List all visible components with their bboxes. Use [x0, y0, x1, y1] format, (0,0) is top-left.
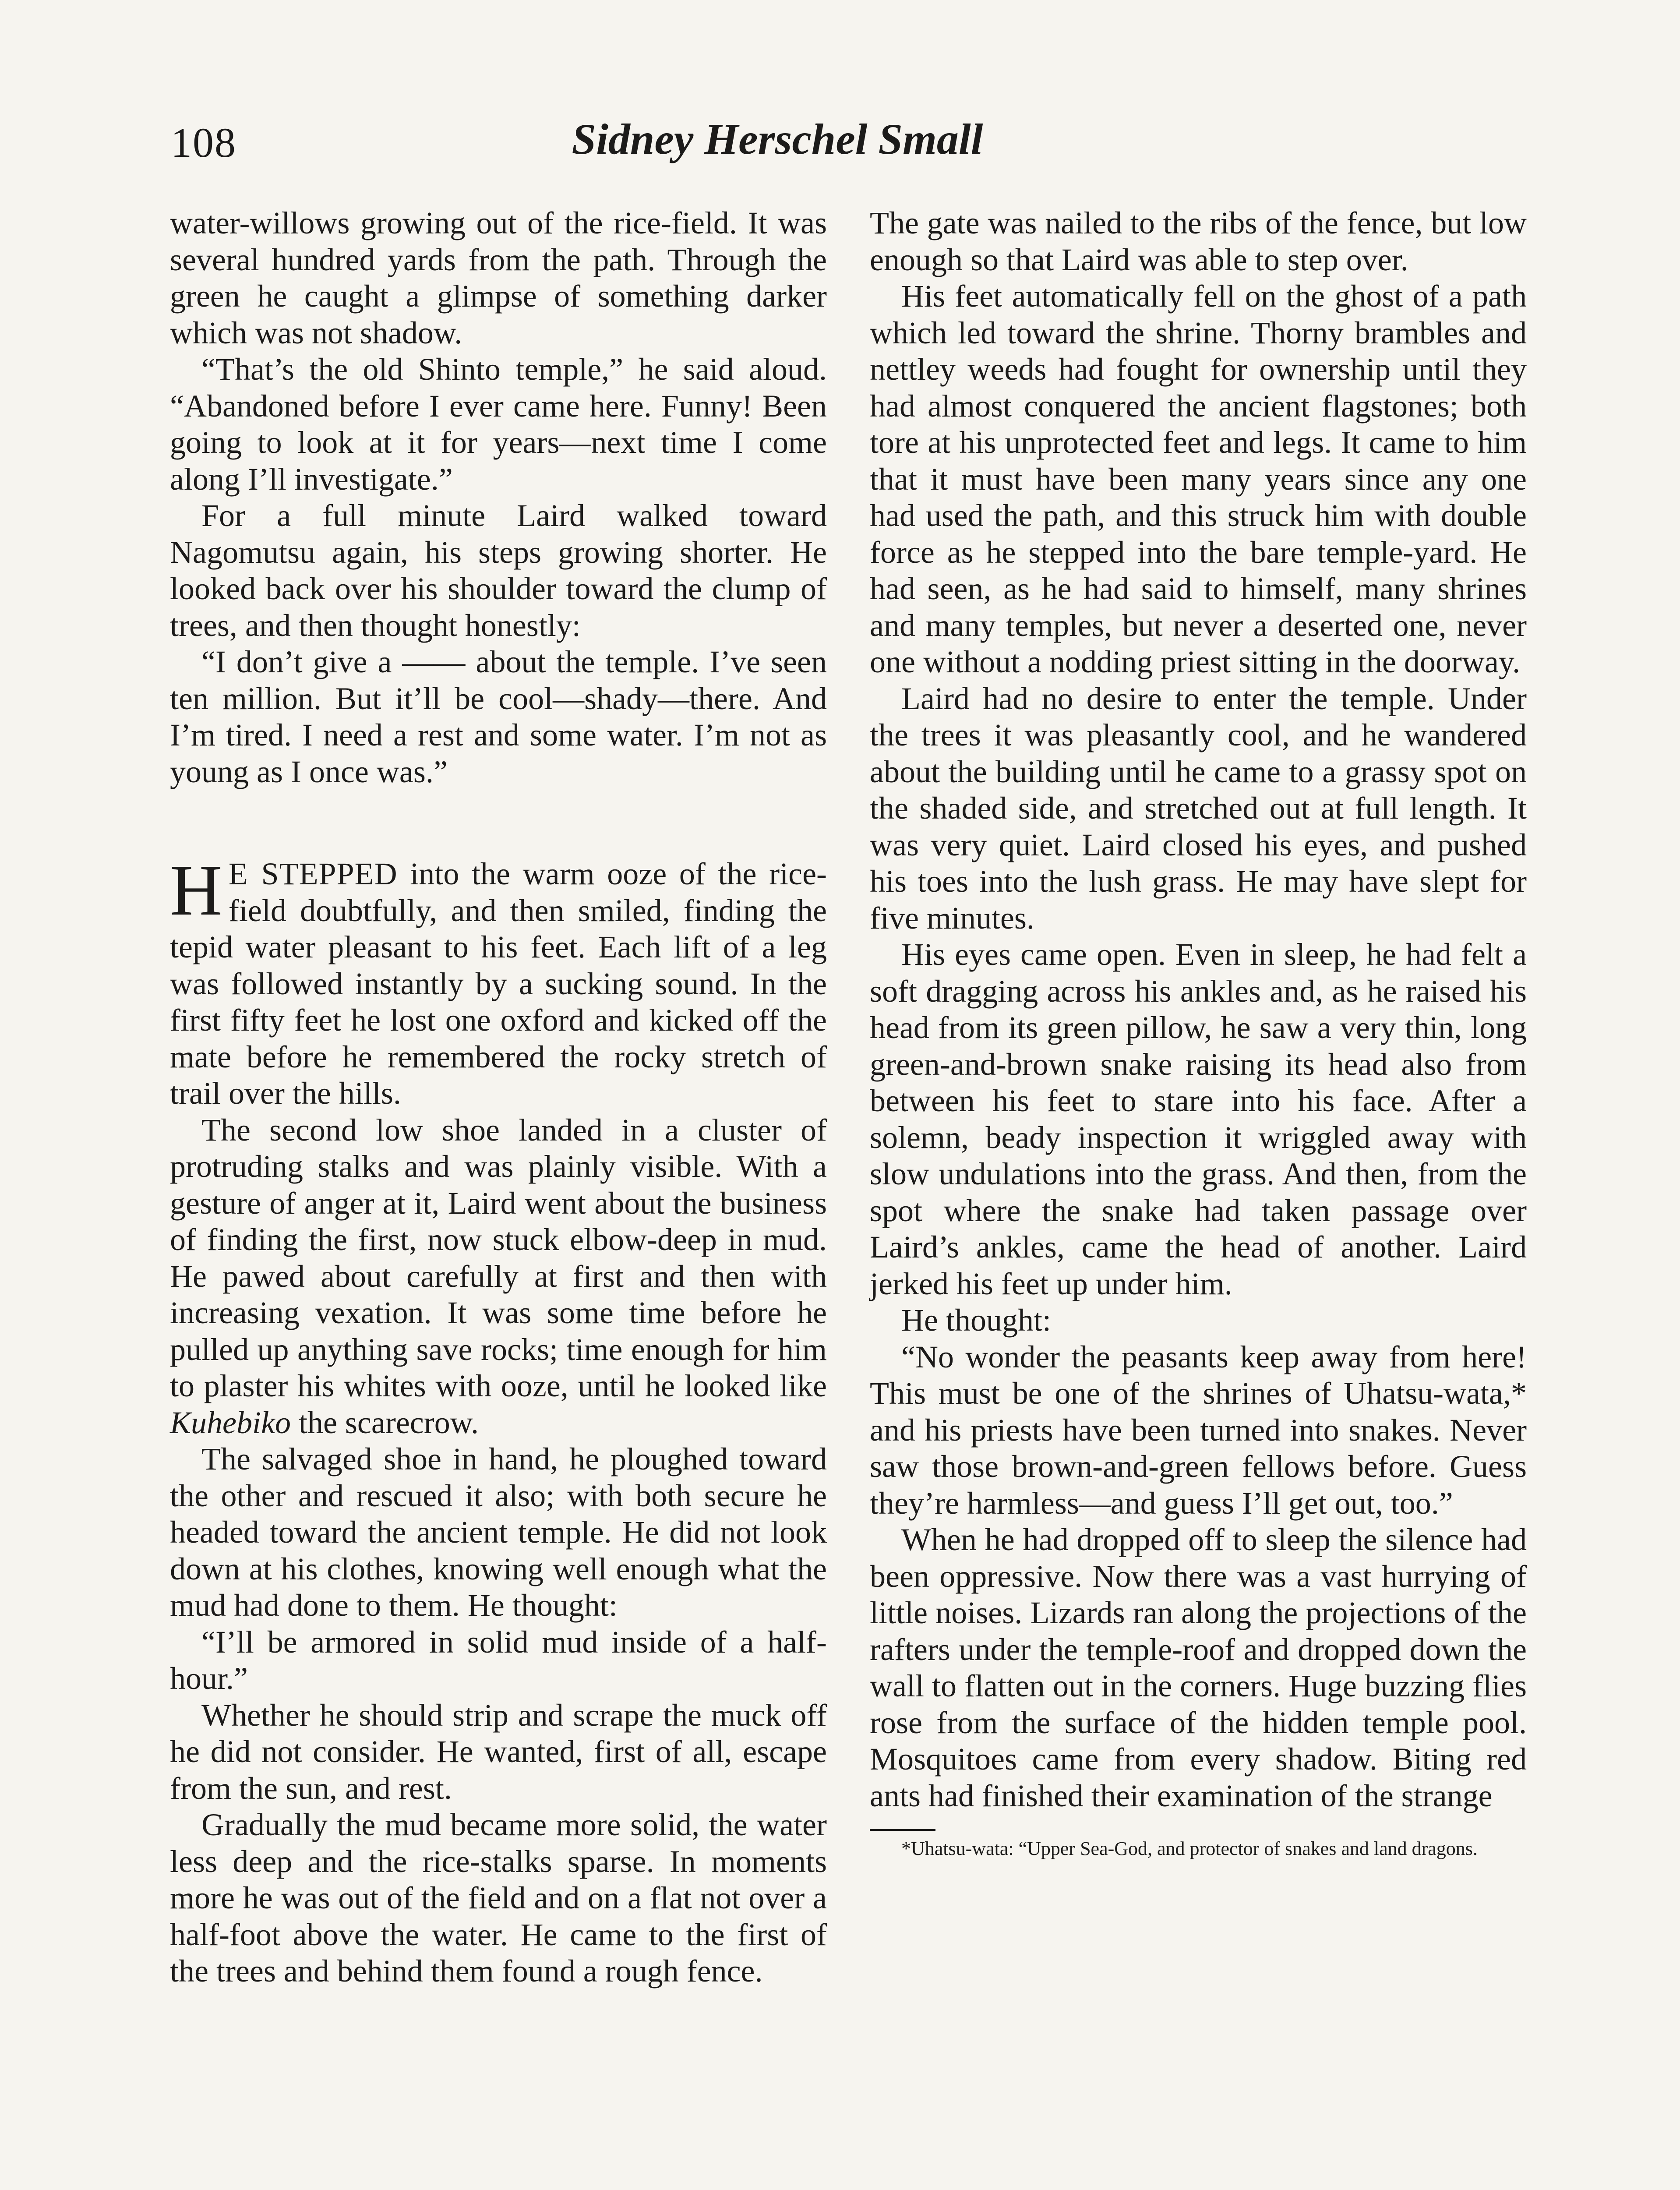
paragraph: water-willows growing out of the rice-field. It was several hundred yards from the path. Through the green he caught a glimpse of something darker which was not shadow.	[170, 205, 827, 350]
paragraph: He thought:	[901, 1303, 1051, 1338]
paragraph-text: the scarecrow.	[290, 1405, 479, 1440]
footnote: *Uhatsu-wata: “Upper Sea-God, and protector of snakes and land dragons.	[901, 1838, 1478, 1859]
running-head: Sidney Herschel Small	[572, 115, 983, 163]
paragraph: Laird had no desire to enter the temple. Under the trees it was pleasantly cool, and he wandered about the building until he came to a grassy spot on the shaded side, and stretched out at full length. It was very quiet. Laird closed his eyes, and pushed his toes into the lush grass. He may have slept for five minutes.	[870, 681, 1527, 936]
paragraph: “I don’t give a —— about the temple. I’ve seen ten million. But it’ll be cool—shady—there. And I’m tired. I need a rest and some water. I’m not as young as I once was.”	[170, 644, 827, 789]
paragraph: Whether he should strip and scrape the muck off he did not consider. He wanted, first of all, escape from the sun, and rest.	[170, 1697, 827, 1806]
paragraph: The salvaged shoe in hand, he ploughed toward the other and rescued it also; with both secure he headed toward the ancient temple. He did not look down at his clothes, knowing well enough what the mud had done to them. He thought:	[170, 1441, 827, 1623]
italic-term: Kuhebiko	[170, 1405, 291, 1440]
paragraph: “That’s the old Shinto temple,” he said aloud. “Abandoned before I ever came here. Funny! Been going to look at it for years—next time I come along I’ll investigate.”	[170, 352, 827, 497]
paragraph: Gradually the mud became more solid, the water less deep and the rice-stalks sparse. In moments more he was out of the field and on a flat not over a half-foot above the water. He came to the first of the trees and behind them found a rough fence.	[170, 1807, 827, 1989]
paragraph: The gate was nailed to the ribs of the fence, but low enough so that Laird was able to step over.	[870, 205, 1527, 277]
left-column	[170, 205, 827, 1990]
paragraph: “I’ll be armored in solid mud inside of a half-hour.”	[170, 1624, 827, 1696]
paragraph: His eyes came open. Even in sleep, he had felt a soft dragging across his ankles and, as he raised his head from its green pillow, he saw a very thin, long green-and-brown snake raising its head also from between his feet to stare into his face. After a solemn, beady inspection it wriggled away with slow undulations into the grass. And then, from the spot where the snake had taken passage over Laird’s ankles, came the head of another. Laird jerked his feet up under him.	[870, 937, 1527, 1301]
paragraph: For a full minute Laird walked toward Nagomutsu again, his steps growing shorter. He looked back over his shoulder toward the clump of trees, and then thought honestly:	[170, 498, 827, 643]
section-opening-paragraph	[170, 850, 827, 1112]
paragraph-text: The second low shoe landed in a cluster of protruding stalks and was plainly visible. With a gesture of anger at it, Laird went about the business of finding the first, now stuck elbow-deep in mud. He pawed about carefully at first and then with increasing vexation. It was some time before he pulled up anything save rocks; time enough for him to plaster his whites with ooze, until he looked like	[170, 1112, 827, 1403]
footnote-rule	[870, 1829, 935, 1831]
right-column	[870, 205, 1527, 1860]
page-header	[171, 110, 1384, 175]
small-caps-lead: E STEPPED	[228, 856, 398, 891]
paragraph: His feet automatically fell on the ghost of a path which led toward the shrine. Thorny brambles and nettley weeds had fought for ownership until they had almost conquered the ancient flagstones; both tore at his unprotected feet and legs. It came to him that it must have been many years since any one had used the path, and this struck him with double force as he stepped into the bare temple-yard. He had seen, as he had said to himself, many shrines and many temples, but never a deserted one, never one without a nodding priest sitting in the doorway.	[870, 279, 1527, 679]
page-number: 108	[171, 119, 236, 166]
paragraph	[170, 1112, 827, 1441]
paragraph: When he had dropped off to sleep the silence had been oppressive. Now there was a vast hurrying of little noises. Lizards ran along the projections of the rafters under the temple-roof and dropped down the wall to flatten out in the corners. Huge buzzing flies rose from the surface of the hidden temple pool. Mosquitoes came from every shadow. Biting red ants had finished their examination of the strange	[870, 1522, 1527, 1813]
drop-cap: H	[170, 850, 222, 930]
paragraph-text: into the warm ooze of the rice-field doubtfully, and then smiled, finding the tepid water pleasant to his feet. Each lift of a leg was followed instantly by a sucking sound. In the first fifty feet he lost one oxford and kicked off the mate before he remembered the rocky stretch of trail over the hills.	[170, 856, 827, 1111]
paragraph: “No wonder the peasants keep away from here! This must be one of the shrines of Uhatsu-wata,* and his priests have been turned into snakes. Never saw those brown-and-green fellows before. Guess they’re harmless—and guess I’ll get out, too.”	[870, 1339, 1527, 1521]
